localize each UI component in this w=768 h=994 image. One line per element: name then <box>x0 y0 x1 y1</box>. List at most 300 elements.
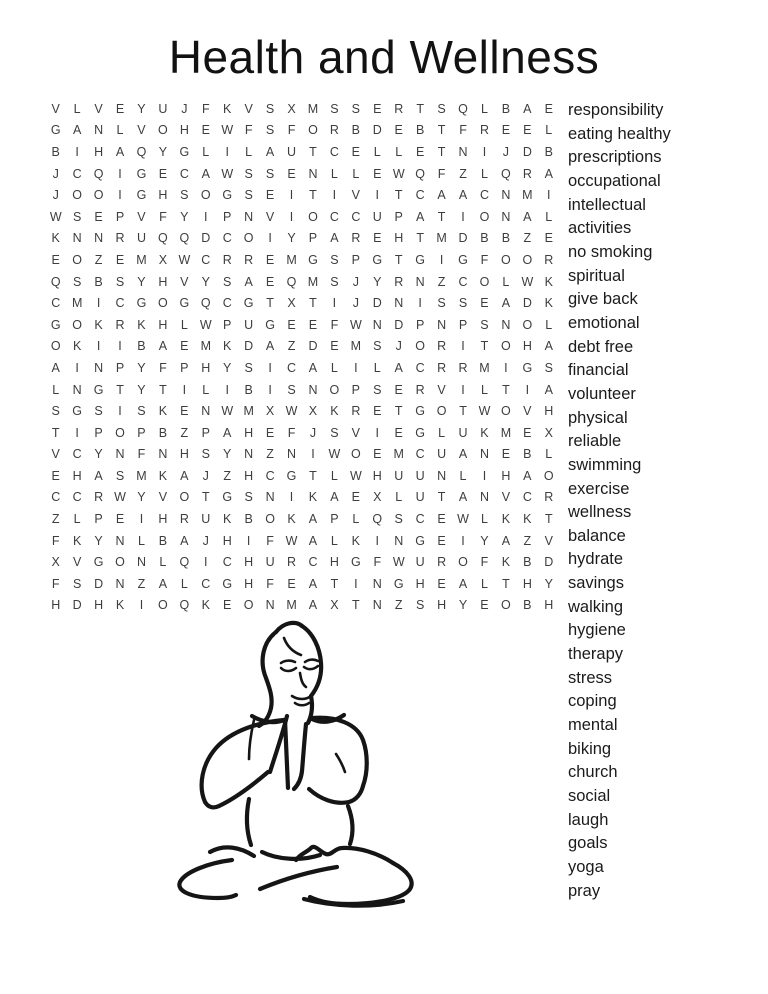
grid-letter: I <box>204 555 208 570</box>
grid-letter: E <box>287 166 296 181</box>
grid-letter: Z <box>266 447 274 462</box>
grid-letter: K <box>72 533 82 548</box>
grid-letter: Z <box>459 166 467 181</box>
grid-letter: K <box>137 317 146 332</box>
grid-letter: S <box>458 296 468 311</box>
grid-letter: E <box>265 188 275 203</box>
grid-letter: N <box>72 382 82 397</box>
grid-letter: Y <box>137 274 146 289</box>
grid-letter: E <box>115 101 125 116</box>
grid-letter: H <box>244 468 254 483</box>
grid-letter: Y <box>137 360 146 375</box>
word-list-item: biking <box>568 739 612 758</box>
grid-letter: E <box>51 252 60 267</box>
grid-letter: I <box>375 188 380 203</box>
figure-hands <box>270 716 306 789</box>
grid-letter: V <box>51 101 60 116</box>
grid-letter: F <box>266 533 274 548</box>
grid-letter: M <box>500 425 512 440</box>
grid-letter: M <box>243 404 254 419</box>
grid-letter: C <box>115 296 125 311</box>
grid-letter: D <box>372 123 382 138</box>
grid-letter: X <box>51 555 60 570</box>
grid-letter: J <box>181 101 188 116</box>
grid-letter: E <box>287 576 296 591</box>
grid-letter: Q <box>179 598 190 613</box>
grid-letter: E <box>201 123 210 138</box>
grid-letter: S <box>265 123 275 138</box>
grid-letter: M <box>393 447 404 462</box>
grid-letter: L <box>373 144 381 159</box>
grid-letter: P <box>180 360 189 375</box>
grid-letter: F <box>51 533 60 548</box>
grid-letter: W <box>285 533 298 548</box>
grid-letter: D <box>394 317 404 332</box>
grid-letter: S <box>437 101 446 116</box>
grid-letter: T <box>309 144 317 159</box>
grid-letter: R <box>351 404 361 419</box>
grid-letter: O <box>200 188 211 203</box>
grid-letter: W <box>178 252 191 267</box>
grid-letter: A <box>501 533 511 548</box>
grid-letter: C <box>329 144 339 159</box>
grid-letter: F <box>373 555 382 570</box>
grid-letter: D <box>372 296 382 311</box>
grid-letter: G <box>179 144 190 159</box>
grid-letter: I <box>75 360 79 375</box>
puzzle-title: Health and Wellness <box>168 31 600 83</box>
grid-letter: X <box>544 425 553 440</box>
grid-letter: I <box>461 339 465 354</box>
grid-letter: O <box>479 209 490 224</box>
grid-letter: O <box>458 555 468 570</box>
grid-letter: P <box>223 317 232 332</box>
grid-letter: N <box>479 490 489 505</box>
grid-letter: K <box>158 468 168 483</box>
grid-letter: N <box>201 404 211 419</box>
word-list-item: hygiene <box>568 621 626 640</box>
grid-letter: P <box>351 252 361 267</box>
grid-letter: I <box>182 382 187 397</box>
grid-letter: X <box>265 404 275 419</box>
grid-letter: S <box>330 274 339 289</box>
grid-letter: L <box>545 447 553 462</box>
grid-letter: L <box>502 274 510 289</box>
grid-letter: R <box>458 360 468 375</box>
grid-letter: B <box>51 144 60 159</box>
word-list-item: occupational <box>568 171 661 190</box>
grid-letter: I <box>354 576 358 591</box>
grid-letter: B <box>480 231 489 246</box>
grid-letter: F <box>51 576 60 591</box>
grid-letter: I <box>268 360 272 375</box>
grid-letter: D <box>201 231 211 246</box>
grid-letter: G <box>308 252 318 267</box>
grid-letter: F <box>437 166 446 181</box>
grid-letter: U <box>437 447 447 462</box>
grid-letter: L <box>480 101 488 116</box>
grid-letter: I <box>268 231 272 246</box>
grid-letter: A <box>458 576 468 591</box>
grid-letter: C <box>415 512 425 527</box>
grid-letter: A <box>458 188 468 203</box>
grid-letter: I <box>525 382 530 397</box>
word-list-item: prescriptions <box>568 148 662 167</box>
grid-letter: N <box>244 209 254 224</box>
grid-letter: E <box>544 231 553 246</box>
grid-letter: E <box>115 512 125 527</box>
grid-letter: C <box>522 490 532 505</box>
grid-letter: L <box>545 123 553 138</box>
grid-letter: G <box>222 576 233 591</box>
grid-letter: N <box>308 166 318 181</box>
grid-letter: F <box>244 123 253 138</box>
word-list-item: volunteer <box>568 384 636 403</box>
word-list-item: no smoking <box>568 242 653 261</box>
grid-letter: Z <box>523 533 532 548</box>
grid-letter: K <box>330 404 339 419</box>
grid-letter: E <box>373 447 382 462</box>
grid-letter: F <box>159 360 167 375</box>
grid-letter: S <box>244 360 253 375</box>
grid-letter: P <box>94 425 103 440</box>
grid-letter: W <box>221 166 234 181</box>
grid-letter: X <box>330 598 339 613</box>
grid-letter: H <box>94 144 104 159</box>
grid-letter: E <box>373 101 382 116</box>
grid-letter: T <box>309 296 317 311</box>
grid-letter: O <box>501 404 511 419</box>
grid-letter: A <box>308 598 318 613</box>
grid-letter: X <box>158 252 168 267</box>
grid-letter: U <box>394 468 404 483</box>
grid-letter: J <box>502 144 510 159</box>
grid-letter: P <box>415 317 425 332</box>
grid-letter: N <box>158 447 168 462</box>
grid-letter: I <box>375 425 380 440</box>
grid-letter: L <box>480 576 488 591</box>
figure-head <box>259 623 321 726</box>
grid-letter: I <box>268 382 272 397</box>
grid-letter: S <box>373 382 382 397</box>
grid-letter: D <box>94 576 104 591</box>
grid-letter: L <box>180 317 188 332</box>
grid-letter: Y <box>137 101 146 116</box>
grid-letter: G <box>522 360 533 375</box>
grid-letter: R <box>544 490 554 505</box>
grid-letter: C <box>72 166 82 181</box>
grid-letter: N <box>394 296 404 311</box>
grid-letter: N <box>437 468 447 483</box>
grid-letter: H <box>522 339 532 354</box>
grid-letter: S <box>351 101 361 116</box>
grid-letter: Y <box>480 533 489 548</box>
grid-letter: L <box>245 144 253 159</box>
grid-letter: G <box>72 404 83 419</box>
grid-letter: O <box>522 252 533 267</box>
grid-letter: X <box>308 404 318 419</box>
grid-letter: Z <box>94 252 103 267</box>
grid-letter: S <box>244 490 253 505</box>
grid-letter: Q <box>458 101 468 116</box>
grid-letter: T <box>394 188 403 203</box>
grid-letter: G <box>265 317 275 332</box>
grid-letter: I <box>354 360 358 375</box>
grid-letter: K <box>544 274 553 289</box>
grid-letter: W <box>221 404 234 419</box>
grid-letter: E <box>544 101 553 116</box>
grid-letter: H <box>179 123 189 138</box>
word-list-item: hydrate <box>568 550 624 569</box>
grid-letter: F <box>459 123 467 138</box>
grid-letter: H <box>72 468 82 483</box>
meditating-person-illustration <box>172 616 512 926</box>
grid-letter: Y <box>94 533 103 548</box>
grid-letter: L <box>137 533 145 548</box>
grid-letter: H <box>158 188 168 203</box>
grid-letter: A <box>458 447 468 462</box>
grid-letter: A <box>265 144 275 159</box>
grid-letter: N <box>372 317 382 332</box>
grid-letter: M <box>286 598 297 613</box>
grid-letter: G <box>415 425 426 440</box>
grid-letter: N <box>136 555 146 570</box>
grid-letter: B <box>244 512 253 527</box>
grid-letter: K <box>115 598 125 613</box>
grid-letter: M <box>436 231 447 246</box>
grid-letter: W <box>114 490 126 505</box>
grid-letter: Q <box>415 166 426 181</box>
grid-letter: E <box>330 339 339 354</box>
grid-letter: I <box>75 144 79 159</box>
grid-letter: R <box>222 252 232 267</box>
grid-letter: C <box>222 231 232 246</box>
grid-letter: M <box>479 360 490 375</box>
grid-letter: Q <box>286 274 297 289</box>
grid-letter: K <box>94 317 103 332</box>
grid-letter: G <box>136 188 147 203</box>
grid-letter: A <box>308 576 318 591</box>
word-list-item: intellectual <box>568 195 646 214</box>
grid-letter: M <box>71 296 83 311</box>
grid-letter: B <box>501 231 511 246</box>
grid-letter: V <box>72 555 82 570</box>
grid-letter: L <box>438 425 446 440</box>
grid-letter: G <box>393 576 404 591</box>
grid-letter: L <box>480 382 488 397</box>
grid-letter: A <box>223 425 232 440</box>
grid-letter: N <box>437 317 447 332</box>
grid-letter: A <box>523 209 532 224</box>
grid-letter: U <box>136 231 146 246</box>
grid-letter: N <box>394 533 404 548</box>
grid-letter: L <box>330 360 338 375</box>
grid-letter: X <box>373 490 382 505</box>
grid-letter: A <box>308 533 318 548</box>
grid-letter: J <box>52 166 59 181</box>
grid-letter: N <box>415 274 425 289</box>
grid-letter: O <box>265 512 275 527</box>
grid-letter: M <box>350 339 362 354</box>
grid-letter: W <box>349 317 362 332</box>
grid-letter: D <box>458 231 468 246</box>
grid-letter: K <box>523 512 532 527</box>
grid-letter: C <box>351 209 361 224</box>
grid-letter: I <box>225 382 229 397</box>
grid-letter: E <box>265 252 275 267</box>
grid-letter: G <box>458 252 468 267</box>
grid-letter: R <box>522 166 532 181</box>
grid-letter: Z <box>437 274 446 289</box>
grid-letter: O <box>158 598 168 613</box>
grid-letter: N <box>265 490 275 505</box>
grid-letter: I <box>332 296 337 311</box>
grid-letter: Y <box>223 447 232 462</box>
grid-letter: L <box>159 555 167 570</box>
grid-letter: T <box>330 576 339 591</box>
grid-letter: F <box>266 576 274 591</box>
grid-letter: L <box>395 490 403 505</box>
grid-letter: S <box>437 296 446 311</box>
grid-letter: N <box>115 533 125 548</box>
grid-letter: A <box>158 339 168 354</box>
grid-letter: V <box>351 188 361 203</box>
grid-letter: E <box>437 533 446 548</box>
grid-letter: I <box>246 533 251 548</box>
grid-letter: C <box>458 274 468 289</box>
grid-letter: Y <box>158 144 168 159</box>
grid-letter: B <box>523 555 532 570</box>
grid-letter: H <box>544 598 554 613</box>
grid-letter: I <box>461 209 465 224</box>
word-list-item: goals <box>568 834 608 853</box>
word-list-item: church <box>568 763 618 782</box>
grid-letter: M <box>136 252 147 267</box>
grid-letter: A <box>244 274 253 289</box>
grid-letter: C <box>479 188 489 203</box>
grid-letter: Q <box>200 296 211 311</box>
grid-letter: E <box>180 339 189 354</box>
grid-letter: C <box>415 188 425 203</box>
grid-letter: I <box>139 598 144 613</box>
grid-letter: C <box>201 576 211 591</box>
grid-letter: F <box>201 101 210 116</box>
grid-letter: H <box>201 360 211 375</box>
grid-letter: I <box>204 209 208 224</box>
grid-letter: L <box>73 101 81 116</box>
word-list-item: exercise <box>568 479 630 498</box>
grid-letter: N <box>372 598 382 613</box>
grid-letter: H <box>394 231 404 246</box>
grid-letter: P <box>223 209 232 224</box>
word-list-item: swimming <box>568 455 642 474</box>
grid-letter: S <box>115 468 125 483</box>
grid-letter: V <box>351 425 361 440</box>
grid-letter: U <box>415 468 425 483</box>
grid-letter: F <box>480 252 489 267</box>
grid-letter: S <box>265 166 275 181</box>
grid-letter: I <box>332 188 337 203</box>
grid-letter: I <box>118 166 122 181</box>
word-list-item: coping <box>568 692 617 711</box>
grid-letter: T <box>437 490 446 505</box>
grid-letter: L <box>480 512 488 527</box>
grid-letter: Q <box>93 166 104 181</box>
grid-letter: I <box>439 252 444 267</box>
grid-letter: G <box>50 123 61 138</box>
word-list-item: wellness <box>568 503 632 522</box>
grid-letter: L <box>330 533 338 548</box>
grid-letter: V <box>265 209 275 224</box>
grid-letter: L <box>373 360 381 375</box>
grid-letter: A <box>394 360 403 375</box>
grid-letter: L <box>395 144 403 159</box>
grid-letter: F <box>137 447 146 462</box>
grid-letter: X <box>287 296 296 311</box>
grid-letter: C <box>415 360 425 375</box>
grid-letter: A <box>94 468 103 483</box>
grid-letter: X <box>287 101 296 116</box>
grid-letter: L <box>180 576 188 591</box>
grid-letter: C <box>72 447 82 462</box>
grid-letter: D <box>522 296 532 311</box>
grid-letter: K <box>51 231 60 246</box>
grid-letter: H <box>51 598 61 613</box>
grid-letter: B <box>244 382 253 397</box>
grid-letter: E <box>373 404 382 419</box>
grid-letter: G <box>93 555 104 570</box>
grid-letter: Q <box>179 555 190 570</box>
grid-letter: F <box>287 425 296 440</box>
grid-letter: D <box>544 555 554 570</box>
grid-letter: O <box>522 317 533 332</box>
grid-letter: H <box>522 576 532 591</box>
grid-letter: W <box>349 468 362 483</box>
grid-letter: A <box>308 360 318 375</box>
grid-letter: C <box>222 296 232 311</box>
grid-letter: Z <box>51 512 60 527</box>
grid-letter: J <box>52 188 59 203</box>
grid-letter: T <box>309 188 317 203</box>
grid-letter: Q <box>158 231 168 246</box>
grid-letter: B <box>523 447 532 462</box>
grid-letter: O <box>436 404 447 419</box>
grid-letter: P <box>394 209 403 224</box>
grid-letter: V <box>544 533 553 548</box>
grid-letter: M <box>136 468 147 483</box>
grid-letter: A <box>330 231 339 246</box>
grid-letter: E <box>480 296 489 311</box>
grid-letter: Q <box>501 166 511 181</box>
grid-letter: S <box>394 512 403 527</box>
grid-letter: I <box>139 512 144 527</box>
grid-letter: J <box>202 468 209 483</box>
grid-letter: E <box>351 144 361 159</box>
grid-letter: E <box>265 274 275 289</box>
grid-letter: S <box>94 404 103 419</box>
grid-letter: R <box>394 274 404 289</box>
grid-letter: H <box>158 317 168 332</box>
grid-letter: A <box>437 188 446 203</box>
grid-letter: R <box>351 231 361 246</box>
grid-letter: V <box>51 447 60 462</box>
grid-letter: Q <box>179 231 190 246</box>
grid-letter: O <box>308 209 318 224</box>
grid-letter: L <box>545 317 553 332</box>
grid-letter: M <box>286 252 297 267</box>
grid-letter: B <box>158 425 168 440</box>
grid-letter: A <box>458 490 468 505</box>
